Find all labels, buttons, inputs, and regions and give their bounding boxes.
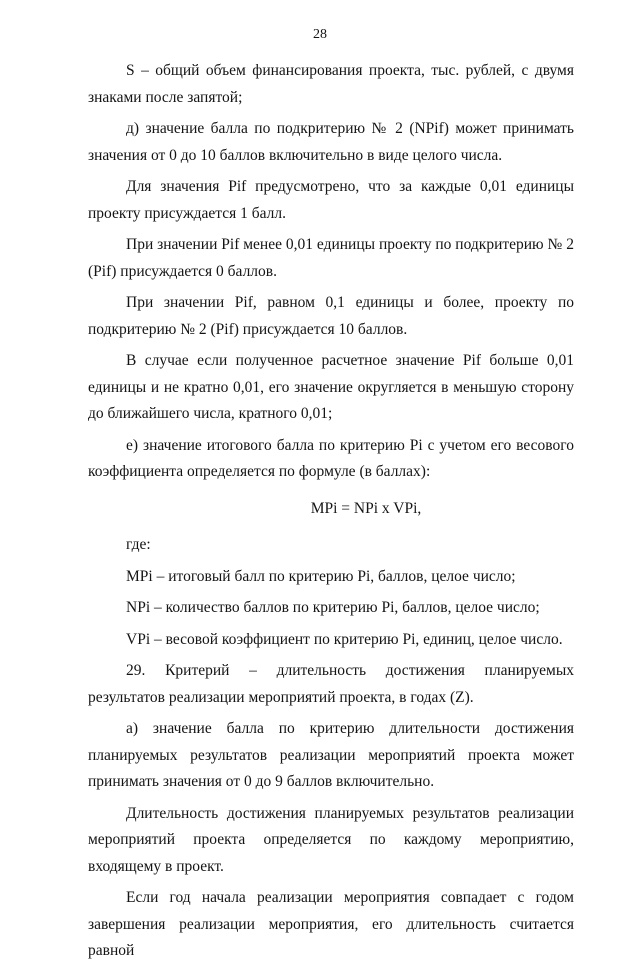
- paragraph-pif-rounding: В случае если полученное расчетное значение Pif больше 0,01 единицы и не кратно 0,01, его значение округляется в меньшую сторону до ближайшего числа, кратного 0,01;: [88, 352, 574, 422]
- page-number: 28: [313, 27, 327, 42]
- document-body: [88, 58, 574, 965]
- paragraph-pif-less: При значении Pif менее 0,01 единицы проекту по подкритерию № 2 (Pif) присуждается 0 баллов.: [88, 236, 574, 280]
- paragraph-final-score: е) значение итогового балла по критерию Pi с учетом его весового коэффициента определяется по формуле (в баллах):: [88, 436, 574, 480]
- paragraph-npif-range: д) значение балла по подкритерию № 2 (NPif) может принимать значения от 0 до 10 баллов включительно в виде целого числа.: [88, 120, 574, 164]
- paragraph-duration-score: а) значение балла по критерию длительности достижения планируемых результатов реализации мероприятий проекта может принимать значения от 0 до 9 баллов включительно.: [88, 720, 574, 790]
- formula: MPi = NPi x VPi,: [310, 499, 422, 517]
- where-label: где:: [126, 536, 151, 553]
- definition-mpi: MPi – итоговый балл по критерию Pi, баллов, целое число;: [126, 567, 516, 585]
- paragraph-criterion-29: 29. Критерий – длительность достижения планируемых результатов реализации мероприятий проекта, в годах (Z).: [88, 662, 574, 706]
- definition-npi: NPi – количество баллов по критерию Pi, баллов, целое число;: [126, 599, 540, 616]
- definition-vpi: VPi – весовой коэффициент по критерию Pi, единиц, целое число.: [126, 630, 563, 648]
- paragraph-s-definition: S – общий объем финансирования проекта, тыс. рублей, с двумя знаками после запятой;: [88, 62, 574, 106]
- paragraph-pif-points: Для значения Pif предусмотрено, что за каждые 0,01 единицы проекту присуждается 1 балл.: [88, 178, 574, 222]
- paragraph-pif-equal: При значении Pif, равном 0,1 единицы и более, проекту по подкритерию № 2 (Pif) присуждается 10 баллов.: [88, 294, 574, 338]
- paragraph-same-year: Если год начала реализации мероприятия совпадает с годом завершения реализации мероприятия, его длительность считается равной: [88, 889, 574, 959]
- paragraph-duration-per-event: Длительность достижения планируемых результатов реализации мероприятий проекта определяется по каждому мероприятию, входящему в проект.: [88, 804, 574, 875]
